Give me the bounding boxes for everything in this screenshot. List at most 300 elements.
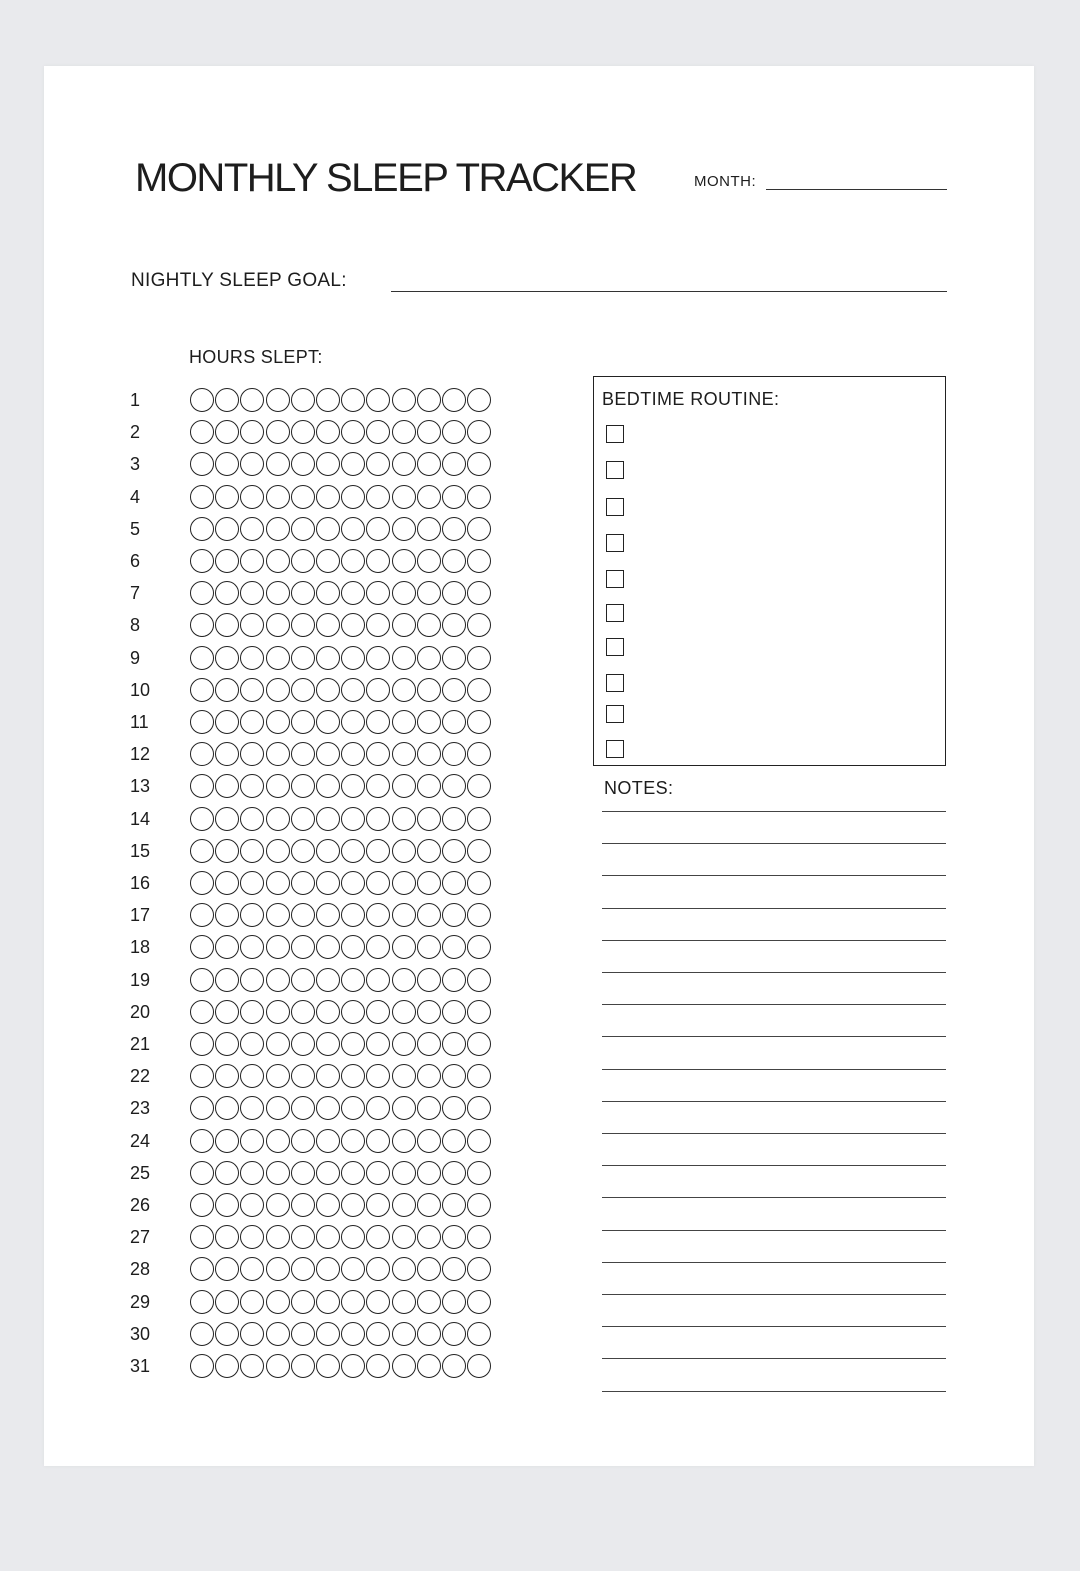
hour-circle[interactable] — [341, 1354, 365, 1378]
hour-circle[interactable] — [467, 1000, 491, 1024]
hour-circle[interactable] — [392, 710, 416, 734]
hour-circle[interactable] — [190, 742, 214, 766]
hour-circle[interactable] — [417, 549, 441, 573]
hour-circle[interactable] — [366, 1193, 390, 1217]
hour-circle[interactable] — [341, 678, 365, 702]
hour-circle[interactable] — [392, 485, 416, 509]
hour-circle[interactable] — [341, 452, 365, 476]
hour-circle[interactable] — [467, 549, 491, 573]
hour-circle[interactable] — [467, 1322, 491, 1346]
hour-circle[interactable] — [316, 1225, 340, 1249]
note-line[interactable] — [602, 1326, 946, 1327]
hour-circle[interactable] — [442, 935, 466, 959]
note-line[interactable] — [602, 1069, 946, 1070]
hour-circle[interactable] — [215, 581, 239, 605]
hour-circle[interactable] — [366, 839, 390, 863]
hour-circle[interactable] — [266, 903, 290, 927]
note-line[interactable] — [602, 940, 946, 941]
hour-circle[interactable] — [442, 807, 466, 831]
hour-circle[interactable] — [316, 1129, 340, 1153]
hour-circle[interactable] — [266, 1354, 290, 1378]
hour-circle[interactable] — [291, 646, 315, 670]
hour-circle[interactable] — [291, 613, 315, 637]
hour-circle[interactable] — [316, 613, 340, 637]
hour-circle[interactable] — [291, 1064, 315, 1088]
hour-circle[interactable] — [417, 581, 441, 605]
hour-circle[interactable] — [341, 485, 365, 509]
hour-circle[interactable] — [291, 1290, 315, 1314]
note-line[interactable] — [602, 1197, 946, 1198]
hour-circle[interactable] — [467, 1290, 491, 1314]
hour-circle[interactable] — [240, 549, 264, 573]
hour-circle[interactable] — [366, 1000, 390, 1024]
hour-circle[interactable] — [215, 807, 239, 831]
hour-circle[interactable] — [291, 871, 315, 895]
hour-circle[interactable] — [316, 549, 340, 573]
hour-circle[interactable] — [366, 871, 390, 895]
hour-circle[interactable] — [291, 1354, 315, 1378]
hour-circle[interactable] — [341, 420, 365, 444]
hour-circle[interactable] — [240, 1193, 264, 1217]
hour-circle[interactable] — [266, 517, 290, 541]
hour-circle[interactable] — [190, 1096, 214, 1120]
hour-circle[interactable] — [417, 1193, 441, 1217]
hour-circle[interactable] — [366, 452, 390, 476]
note-line[interactable] — [602, 1294, 946, 1295]
hour-circle[interactable] — [266, 871, 290, 895]
hour-circle[interactable] — [417, 646, 441, 670]
hour-circle[interactable] — [392, 871, 416, 895]
hour-circle[interactable] — [467, 388, 491, 412]
hour-circle[interactable] — [366, 807, 390, 831]
hour-circle[interactable] — [366, 388, 390, 412]
hour-circle[interactable] — [341, 549, 365, 573]
hour-circle[interactable] — [190, 1257, 214, 1281]
hour-circle[interactable] — [215, 1129, 239, 1153]
hour-circle[interactable] — [190, 1000, 214, 1024]
hour-circle[interactable] — [392, 452, 416, 476]
hour-circle[interactable] — [240, 1032, 264, 1056]
hour-circle[interactable] — [392, 807, 416, 831]
hour-circle[interactable] — [366, 1354, 390, 1378]
hour-circle[interactable] — [291, 452, 315, 476]
hour-circle[interactable] — [366, 742, 390, 766]
hour-circle[interactable] — [442, 710, 466, 734]
hour-circle[interactable] — [266, 485, 290, 509]
hour-circle[interactable] — [291, 1000, 315, 1024]
hour-circle[interactable] — [392, 1257, 416, 1281]
hour-circle[interactable] — [291, 807, 315, 831]
hour-circle[interactable] — [316, 1354, 340, 1378]
hour-circle[interactable] — [341, 1257, 365, 1281]
note-line[interactable] — [602, 972, 946, 973]
hour-circle[interactable] — [215, 678, 239, 702]
hour-circle[interactable] — [442, 968, 466, 992]
hour-circle[interactable] — [366, 903, 390, 927]
hour-circle[interactable] — [442, 388, 466, 412]
hour-circle[interactable] — [392, 903, 416, 927]
hour-circle[interactable] — [366, 1257, 390, 1281]
hour-circle[interactable] — [392, 549, 416, 573]
hour-circle[interactable] — [392, 613, 416, 637]
hour-circle[interactable] — [266, 1290, 290, 1314]
hour-circle[interactable] — [442, 1161, 466, 1185]
hour-circle[interactable] — [467, 839, 491, 863]
hour-circle[interactable] — [291, 935, 315, 959]
hour-circle[interactable] — [316, 452, 340, 476]
hour-circle[interactable] — [240, 710, 264, 734]
hour-circle[interactable] — [190, 388, 214, 412]
hour-circle[interactable] — [215, 646, 239, 670]
hour-circle[interactable] — [392, 388, 416, 412]
hour-circle[interactable] — [467, 774, 491, 798]
hour-circle[interactable] — [467, 807, 491, 831]
hour-circle[interactable] — [240, 1161, 264, 1185]
hour-circle[interactable] — [291, 710, 315, 734]
hour-circle[interactable] — [392, 774, 416, 798]
hour-circle[interactable] — [417, 485, 441, 509]
hour-circle[interactable] — [316, 1322, 340, 1346]
routine-checkbox[interactable] — [606, 425, 624, 443]
hour-circle[interactable] — [341, 968, 365, 992]
hour-circle[interactable] — [392, 1096, 416, 1120]
hour-circle[interactable] — [316, 388, 340, 412]
hour-circle[interactable] — [266, 1064, 290, 1088]
hour-circle[interactable] — [366, 1225, 390, 1249]
hour-circle[interactable] — [266, 742, 290, 766]
hour-circle[interactable] — [215, 1225, 239, 1249]
hour-circle[interactable] — [316, 839, 340, 863]
hour-circle[interactable] — [366, 1161, 390, 1185]
hour-circle[interactable] — [442, 903, 466, 927]
hour-circle[interactable] — [291, 420, 315, 444]
hour-circle[interactable] — [190, 1032, 214, 1056]
hour-circle[interactable] — [190, 968, 214, 992]
hour-circle[interactable] — [240, 839, 264, 863]
hour-circle[interactable] — [266, 646, 290, 670]
hour-circle[interactable] — [392, 1032, 416, 1056]
hour-circle[interactable] — [341, 1000, 365, 1024]
hour-circle[interactable] — [341, 1096, 365, 1120]
note-line[interactable] — [602, 1036, 946, 1037]
hour-circle[interactable] — [240, 1354, 264, 1378]
hour-circle[interactable] — [467, 485, 491, 509]
hour-circle[interactable] — [467, 1096, 491, 1120]
hour-circle[interactable] — [291, 1193, 315, 1217]
hour-circle[interactable] — [417, 1000, 441, 1024]
hour-circle[interactable] — [190, 517, 214, 541]
hour-circle[interactable] — [291, 1096, 315, 1120]
hour-circle[interactable] — [190, 1322, 214, 1346]
hour-circle[interactable] — [266, 807, 290, 831]
hour-circle[interactable] — [341, 710, 365, 734]
hour-circle[interactable] — [417, 613, 441, 637]
hour-circle[interactable] — [467, 581, 491, 605]
hour-circle[interactable] — [366, 485, 390, 509]
hour-circle[interactable] — [417, 678, 441, 702]
hour-circle[interactable] — [240, 646, 264, 670]
hour-circle[interactable] — [392, 742, 416, 766]
hour-circle[interactable] — [392, 420, 416, 444]
hour-circle[interactable] — [417, 871, 441, 895]
hour-circle[interactable] — [291, 1257, 315, 1281]
hour-circle[interactable] — [417, 774, 441, 798]
hour-circle[interactable] — [266, 1096, 290, 1120]
hour-circle[interactable] — [266, 710, 290, 734]
hour-circle[interactable] — [291, 549, 315, 573]
hour-circle[interactable] — [240, 420, 264, 444]
hour-circle[interactable] — [366, 678, 390, 702]
hour-circle[interactable] — [392, 1161, 416, 1185]
hour-circle[interactable] — [392, 1064, 416, 1088]
hour-circle[interactable] — [316, 1000, 340, 1024]
hour-circle[interactable] — [366, 1290, 390, 1314]
hour-circle[interactable] — [240, 485, 264, 509]
hour-circle[interactable] — [240, 388, 264, 412]
hour-circle[interactable] — [316, 968, 340, 992]
hour-circle[interactable] — [291, 1161, 315, 1185]
hour-circle[interactable] — [316, 1064, 340, 1088]
note-line[interactable] — [602, 1101, 946, 1102]
note-line[interactable] — [602, 1004, 946, 1005]
routine-checkbox[interactable] — [606, 638, 624, 656]
hour-circle[interactable] — [266, 839, 290, 863]
note-line[interactable] — [602, 1391, 946, 1392]
hour-circle[interactable] — [266, 613, 290, 637]
note-line[interactable] — [602, 875, 946, 876]
hour-circle[interactable] — [467, 1032, 491, 1056]
hour-circle[interactable] — [215, 1322, 239, 1346]
hour-circle[interactable] — [240, 807, 264, 831]
hour-circle[interactable] — [266, 1032, 290, 1056]
hour-circle[interactable] — [190, 1225, 214, 1249]
hour-circle[interactable] — [266, 1225, 290, 1249]
hour-circle[interactable] — [215, 774, 239, 798]
hour-circle[interactable] — [316, 1257, 340, 1281]
hour-circle[interactable] — [467, 1193, 491, 1217]
hour-circle[interactable] — [215, 710, 239, 734]
hour-circle[interactable] — [392, 678, 416, 702]
hour-circle[interactable] — [467, 742, 491, 766]
hour-circle[interactable] — [215, 549, 239, 573]
hour-circle[interactable] — [417, 1161, 441, 1185]
hour-circle[interactable] — [366, 1064, 390, 1088]
hour-circle[interactable] — [417, 1096, 441, 1120]
hour-circle[interactable] — [190, 581, 214, 605]
hour-circle[interactable] — [215, 903, 239, 927]
hour-circle[interactable] — [316, 903, 340, 927]
hour-circle[interactable] — [341, 742, 365, 766]
hour-circle[interactable] — [442, 1096, 466, 1120]
hour-circle[interactable] — [291, 774, 315, 798]
hour-circle[interactable] — [442, 1032, 466, 1056]
hour-circle[interactable] — [266, 549, 290, 573]
hour-circle[interactable] — [366, 935, 390, 959]
hour-circle[interactable] — [467, 452, 491, 476]
hour-circle[interactable] — [215, 1354, 239, 1378]
hour-circle[interactable] — [316, 871, 340, 895]
hour-circle[interactable] — [341, 807, 365, 831]
hour-circle[interactable] — [240, 1225, 264, 1249]
hour-circle[interactable] — [190, 485, 214, 509]
hour-circle[interactable] — [417, 1064, 441, 1088]
hour-circle[interactable] — [467, 1161, 491, 1185]
note-line[interactable] — [602, 1165, 946, 1166]
hour-circle[interactable] — [442, 1257, 466, 1281]
hour-circle[interactable] — [341, 517, 365, 541]
hour-circle[interactable] — [316, 1290, 340, 1314]
hour-circle[interactable] — [215, 1193, 239, 1217]
hour-circle[interactable] — [366, 613, 390, 637]
hour-circle[interactable] — [215, 871, 239, 895]
hour-circle[interactable] — [442, 581, 466, 605]
routine-checkbox[interactable] — [606, 498, 624, 516]
hour-circle[interactable] — [266, 1193, 290, 1217]
note-line[interactable] — [602, 1133, 946, 1134]
hour-circle[interactable] — [240, 968, 264, 992]
hour-circle[interactable] — [215, 388, 239, 412]
hour-circle[interactable] — [467, 903, 491, 927]
hour-circle[interactable] — [467, 1129, 491, 1153]
hour-circle[interactable] — [316, 710, 340, 734]
hour-circle[interactable] — [266, 1129, 290, 1153]
hour-circle[interactable] — [316, 1193, 340, 1217]
hour-circle[interactable] — [266, 1000, 290, 1024]
hour-circle[interactable] — [240, 774, 264, 798]
hour-circle[interactable] — [240, 452, 264, 476]
hour-circle[interactable] — [240, 1322, 264, 1346]
hour-circle[interactable] — [392, 1322, 416, 1346]
hour-circle[interactable] — [316, 742, 340, 766]
hour-circle[interactable] — [442, 1193, 466, 1217]
hour-circle[interactable] — [417, 1032, 441, 1056]
hour-circle[interactable] — [467, 710, 491, 734]
hour-circle[interactable] — [240, 1096, 264, 1120]
hour-circle[interactable] — [291, 517, 315, 541]
hour-circle[interactable] — [341, 935, 365, 959]
hour-circle[interactable] — [291, 1129, 315, 1153]
hour-circle[interactable] — [266, 452, 290, 476]
hour-circle[interactable] — [215, 935, 239, 959]
hour-circle[interactable] — [417, 420, 441, 444]
hour-circle[interactable] — [366, 1322, 390, 1346]
hour-circle[interactable] — [240, 1000, 264, 1024]
routine-checkbox[interactable] — [606, 705, 624, 723]
hour-circle[interactable] — [215, 1064, 239, 1088]
hour-circle[interactable] — [417, 807, 441, 831]
hour-circle[interactable] — [442, 1354, 466, 1378]
hour-circle[interactable] — [442, 1064, 466, 1088]
hour-circle[interactable] — [442, 1290, 466, 1314]
hour-circle[interactable] — [442, 774, 466, 798]
hour-circle[interactable] — [291, 485, 315, 509]
hour-circle[interactable] — [215, 1032, 239, 1056]
hour-circle[interactable] — [266, 1322, 290, 1346]
hour-circle[interactable] — [442, 1129, 466, 1153]
hour-circle[interactable] — [442, 1322, 466, 1346]
hour-circle[interactable] — [240, 678, 264, 702]
hour-circle[interactable] — [417, 1225, 441, 1249]
sleep-goal-field[interactable] — [391, 291, 947, 292]
hour-circle[interactable] — [366, 1032, 390, 1056]
routine-checkbox[interactable] — [606, 674, 624, 692]
hour-circle[interactable] — [392, 1129, 416, 1153]
hour-circle[interactable] — [266, 678, 290, 702]
hour-circle[interactable] — [417, 388, 441, 412]
hour-circle[interactable] — [467, 1354, 491, 1378]
hour-circle[interactable] — [190, 1354, 214, 1378]
hour-circle[interactable] — [467, 613, 491, 637]
hour-circle[interactable] — [341, 1161, 365, 1185]
hour-circle[interactable] — [417, 1129, 441, 1153]
hour-circle[interactable] — [266, 968, 290, 992]
note-line[interactable] — [602, 1262, 946, 1263]
hour-circle[interactable] — [190, 1064, 214, 1088]
hour-circle[interactable] — [366, 710, 390, 734]
hour-circle[interactable] — [266, 774, 290, 798]
hour-circle[interactable] — [392, 968, 416, 992]
hour-circle[interactable] — [442, 452, 466, 476]
hour-circle[interactable] — [240, 581, 264, 605]
hour-circle[interactable] — [240, 903, 264, 927]
hour-circle[interactable] — [341, 1064, 365, 1088]
hour-circle[interactable] — [442, 839, 466, 863]
hour-circle[interactable] — [341, 1322, 365, 1346]
hour-circle[interactable] — [240, 517, 264, 541]
hour-circle[interactable] — [215, 839, 239, 863]
hour-circle[interactable] — [467, 1257, 491, 1281]
hour-circle[interactable] — [442, 871, 466, 895]
hour-circle[interactable] — [392, 935, 416, 959]
routine-checkbox[interactable] — [606, 604, 624, 622]
hour-circle[interactable] — [341, 1290, 365, 1314]
hour-circle[interactable] — [215, 485, 239, 509]
hour-circle[interactable] — [266, 935, 290, 959]
hour-circle[interactable] — [341, 839, 365, 863]
hour-circle[interactable] — [392, 1193, 416, 1217]
hour-circle[interactable] — [240, 1257, 264, 1281]
hour-circle[interactable] — [291, 1032, 315, 1056]
hour-circle[interactable] — [392, 1225, 416, 1249]
hour-circle[interactable] — [442, 646, 466, 670]
hour-circle[interactable] — [190, 871, 214, 895]
hour-circle[interactable] — [291, 1225, 315, 1249]
hour-circle[interactable] — [417, 903, 441, 927]
hour-circle[interactable] — [442, 742, 466, 766]
hour-circle[interactable] — [366, 549, 390, 573]
hour-circle[interactable] — [341, 1225, 365, 1249]
hour-circle[interactable] — [366, 1129, 390, 1153]
hour-circle[interactable] — [190, 613, 214, 637]
hour-circle[interactable] — [215, 1000, 239, 1024]
hour-circle[interactable] — [291, 742, 315, 766]
hour-circle[interactable] — [316, 581, 340, 605]
note-line[interactable] — [602, 843, 946, 844]
hour-circle[interactable] — [467, 1064, 491, 1088]
hour-circle[interactable] — [442, 1225, 466, 1249]
hour-circle[interactable] — [442, 517, 466, 541]
hour-circle[interactable] — [417, 742, 441, 766]
hour-circle[interactable] — [467, 517, 491, 541]
routine-checkbox[interactable] — [606, 534, 624, 552]
hour-circle[interactable] — [366, 646, 390, 670]
hour-circle[interactable] — [467, 420, 491, 444]
hour-circle[interactable] — [190, 935, 214, 959]
hour-circle[interactable] — [366, 517, 390, 541]
hour-circle[interactable] — [467, 968, 491, 992]
hour-circle[interactable] — [215, 1257, 239, 1281]
hour-circle[interactable] — [467, 871, 491, 895]
